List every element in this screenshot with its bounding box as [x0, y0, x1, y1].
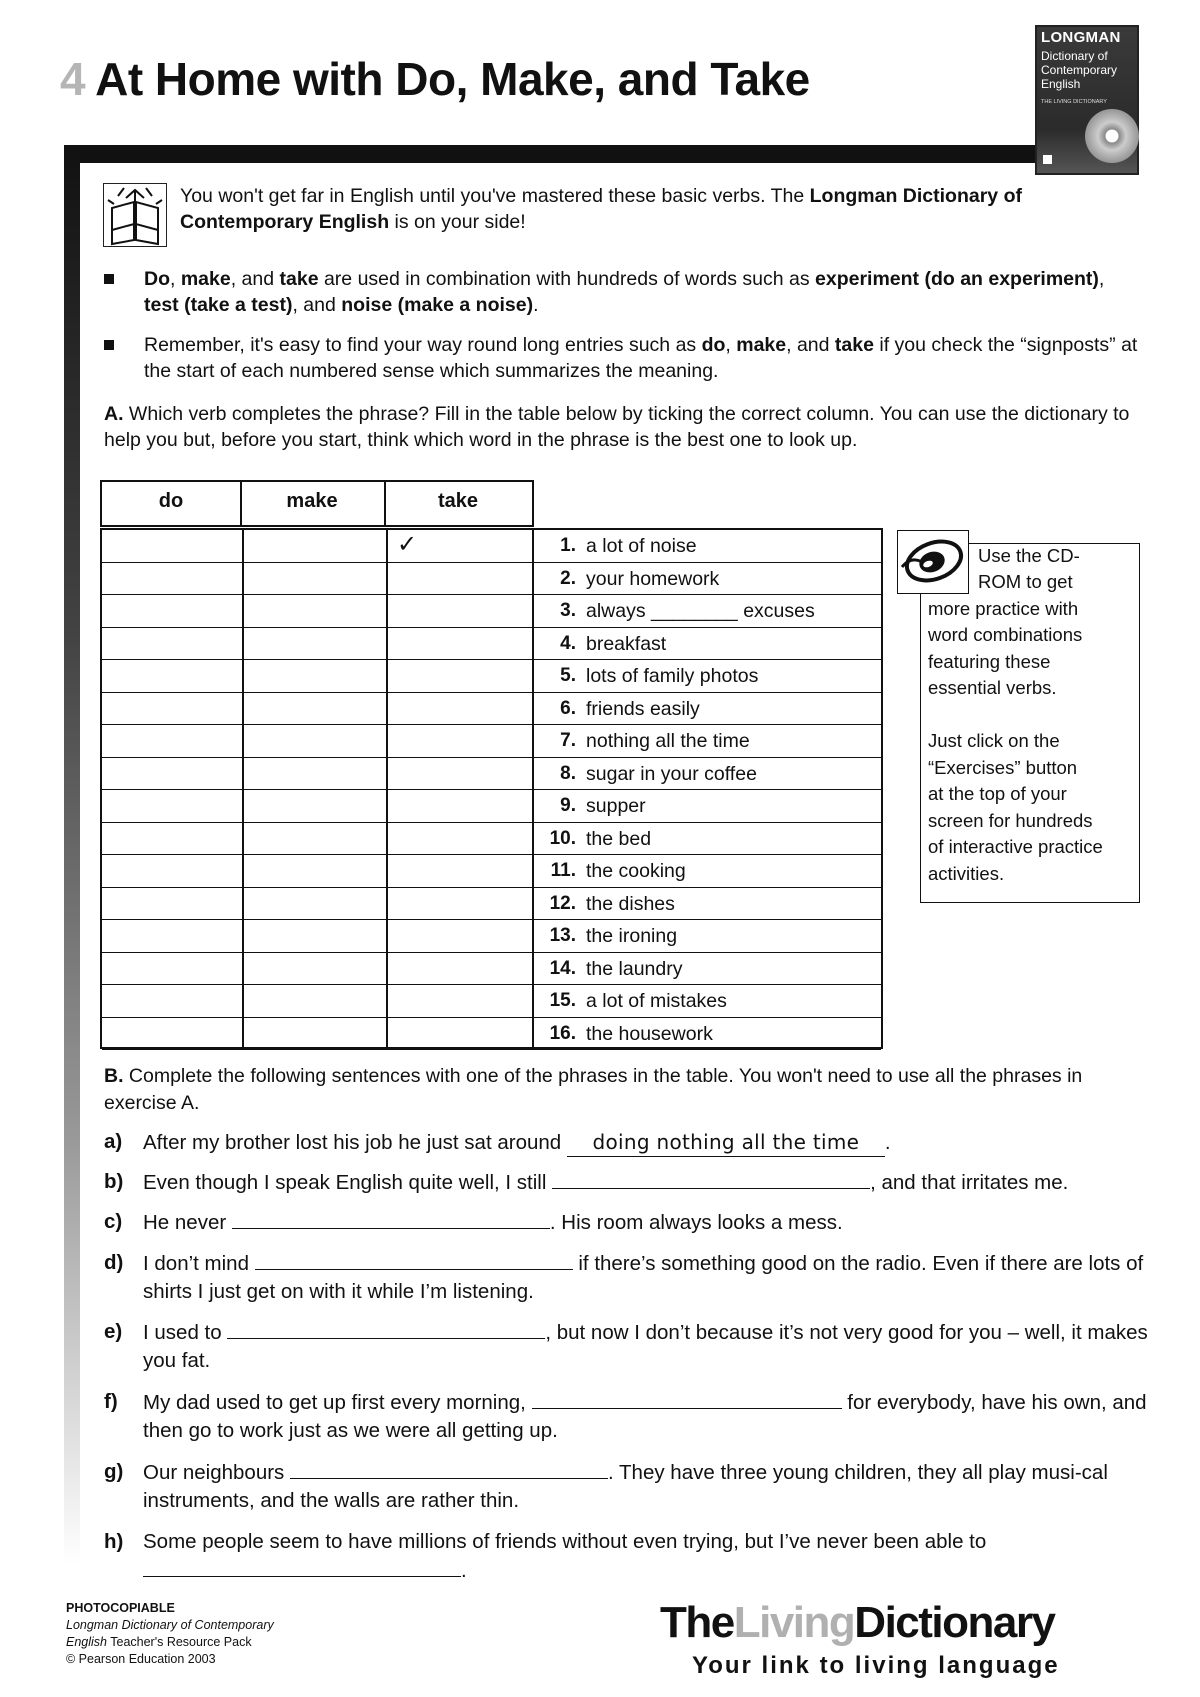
column-divider — [386, 530, 388, 1047]
logo-living: Living — [733, 1598, 855, 1647]
tick-cell-make[interactable] — [244, 693, 386, 725]
tick-cell-take[interactable] — [388, 953, 532, 985]
sentence-after: . They have three young children, they all play musi-cal instruments, and the walls are rather thin. — [143, 1461, 1108, 1512]
photocopiable-label: PHOTOCOPIABLE — [66, 1601, 175, 1615]
tick-cell-make[interactable] — [244, 790, 386, 822]
tick-cell-do[interactable] — [102, 693, 242, 725]
answer-blank[interactable] — [290, 1458, 608, 1479]
tick-cell-make[interactable] — [244, 628, 386, 660]
tick-cell-make[interactable] — [244, 563, 386, 595]
footer-book-line-2 — [66, 1634, 274, 1651]
table-row — [102, 628, 881, 661]
row-phrase: breakfast — [586, 632, 667, 655]
cover-subtitle — [1041, 49, 1117, 91]
row-phrase: friends easily — [586, 697, 700, 720]
sentence-text — [143, 1388, 1173, 1445]
cover-line-3: English — [1041, 77, 1081, 91]
table-row — [102, 595, 881, 628]
footer-copyright: © Pearson Education 2003 — [66, 1652, 216, 1666]
gift-book-icon — [103, 183, 167, 247]
answer-blank[interactable] — [532, 1388, 842, 1409]
plain-text: , — [1098, 268, 1105, 290]
sentence-label: g) — [104, 1460, 124, 1483]
plain-text: , and — [292, 294, 342, 316]
sentence-text — [143, 1318, 1173, 1375]
cd-rom-text-line: featuring these — [928, 651, 1051, 672]
sentence-after: . His room always looks a mess. — [549, 1211, 843, 1234]
sentence-after: . — [461, 1559, 467, 1582]
bold-word: test (take a test) — [144, 294, 293, 316]
sentence-after: . — [884, 1131, 891, 1154]
column-header-do: do — [100, 480, 242, 527]
sentence-before: Even though I speak English quite well, I still — [143, 1171, 553, 1194]
sentence-text — [143, 1528, 1173, 1585]
bullet-1-text — [144, 266, 1144, 318]
cover-line-2: Contemporary — [1041, 63, 1118, 77]
plain-text: , — [725, 334, 737, 356]
tick-cell-do[interactable] — [102, 855, 242, 887]
tick-cell-take[interactable] — [388, 823, 532, 855]
cd-rom-text-line: Just click on the — [928, 730, 1060, 751]
row-number: 12. — [549, 892, 576, 914]
verb-table — [100, 528, 883, 1049]
sentence-label: f) — [104, 1390, 118, 1413]
plain-text: . — [533, 294, 539, 316]
tick-cell-do[interactable] — [102, 790, 242, 822]
tick-cell-make[interactable] — [244, 595, 386, 627]
unit-number: 4 — [60, 53, 86, 105]
tick-cell-do[interactable] — [102, 758, 242, 790]
sentence-before: Our neighbours — [143, 1461, 291, 1484]
tick-cell-take[interactable] — [388, 660, 532, 692]
cd-rom-text-line: activities. — [928, 863, 1005, 884]
table-row — [102, 530, 881, 563]
title-text: At Home with Do, Make, and Take — [95, 53, 810, 105]
table-row — [102, 855, 881, 888]
tick-cell-do[interactable] — [102, 823, 242, 855]
exercise-b-instruction — [104, 1063, 1144, 1117]
footer-book-line-1: Longman Dictionary of Contemporary — [66, 1618, 274, 1632]
table-row — [102, 693, 881, 726]
intro-before: You won't get far in English until you've mastered these basic verbs. The — [180, 185, 810, 207]
column-divider — [242, 530, 244, 1047]
cover-line-1: Dictionary of — [1041, 49, 1108, 63]
cd-rom-text-line: ROM to get — [978, 571, 1073, 592]
row-phrase: lots of family photos — [586, 665, 759, 687]
sentence-text — [143, 1128, 1173, 1157]
row-number: 10. — [549, 827, 576, 849]
bullet-2-text — [144, 332, 1144, 384]
table-row — [102, 725, 881, 758]
table-row — [102, 660, 881, 693]
cd-rom-text-line: screen for hundreds — [928, 810, 1093, 831]
bold-word: take — [834, 334, 874, 356]
tick-cell-do[interactable] — [102, 563, 242, 595]
sentence-before: I used to — [143, 1321, 228, 1344]
column-header-make: make — [240, 480, 386, 527]
row-phrase: the ironing — [586, 925, 678, 947]
tick-cell-make[interactable] — [244, 530, 386, 562]
footer-italic-word: English — [66, 1635, 107, 1649]
cd-rom-text-line: Use the CD- — [978, 545, 1080, 566]
table-row — [102, 985, 881, 1018]
cover-tagline: THE LIVING DICTIONARY — [1041, 99, 1107, 105]
cd-rom-text-line: “Exercises” button — [928, 757, 1078, 778]
intro-text — [180, 183, 1130, 235]
cd-rom-eye-icon — [897, 530, 969, 594]
living-dictionary-logo — [660, 1598, 1054, 1648]
answer-blank[interactable] — [232, 1208, 550, 1229]
exercise-a-label: A. — [104, 403, 124, 425]
exercise-a-text: Which verb completes the phrase? Fill in the table below by ticking the correct column. You can use the dictionary to help you but, before you start, think which word in the phrase is the best one to look up. — [104, 403, 1130, 451]
intro-after: is on your side! — [389, 211, 526, 233]
plain-text: if you check the “signposts” at the start of each numbered sense which summarizes the meaning. — [144, 334, 1138, 382]
column-header-take: take — [384, 480, 534, 527]
row-phrase: the bed — [586, 827, 652, 850]
row-phrase: your homework — [586, 567, 720, 590]
tick-cell-take[interactable] — [388, 790, 532, 822]
top-divider-bar — [64, 145, 1035, 163]
tick-cell-make[interactable] — [244, 888, 386, 920]
row-phrase: a lot of mistakes — [586, 990, 727, 1012]
row-number: 6. — [560, 697, 576, 719]
tick-cell-do[interactable] — [102, 1018, 242, 1050]
row-number: 9. — [560, 795, 576, 816]
exercise-a-instruction — [104, 401, 1144, 453]
table-row — [102, 563, 881, 596]
row-phrase: the housework — [586, 1022, 713, 1045]
row-phrase: supper — [586, 795, 646, 817]
tick-cell-do[interactable] — [102, 888, 242, 920]
sentence-after: , and that irritates me. — [870, 1171, 1069, 1194]
table-row — [102, 1018, 881, 1051]
row-number: 1. — [560, 535, 576, 556]
cd-rom-text-line: essential verbs. — [928, 677, 1057, 698]
tick-cell-take[interactable] — [388, 563, 532, 595]
row-phrase: sugar in your coffee — [586, 762, 757, 785]
tick-cell-do[interactable] — [102, 953, 242, 985]
sentence-text — [143, 1249, 1173, 1306]
row-number: 5. — [560, 665, 576, 686]
bold-word: take — [279, 268, 319, 290]
table-row — [102, 888, 881, 921]
row-number: 3. — [560, 600, 576, 621]
row-number: 13. — [549, 925, 576, 946]
tick-cell-make[interactable] — [244, 985, 386, 1017]
tick-cell-make[interactable] — [244, 758, 386, 790]
sentence-label: a) — [104, 1130, 123, 1153]
table-row — [102, 758, 881, 791]
sentence-text — [143, 1208, 1173, 1237]
row-number: 16. — [549, 1022, 576, 1044]
tick-cell-make[interactable] — [244, 660, 386, 692]
bullet-square-icon — [104, 340, 114, 350]
brand-slogan: Your link to living language — [692, 1652, 1060, 1679]
bold-word: make — [180, 268, 231, 290]
tick-cell-make[interactable] — [244, 855, 386, 887]
sentence-after: if there’s something good on the radio. Even if there are lots of shirts I just get on with it while I’m listening. — [143, 1252, 1144, 1303]
tick-cell-take[interactable] — [388, 1018, 532, 1050]
logo-the: The — [660, 1598, 734, 1647]
cd-rom-text-line: more practice with — [928, 598, 1079, 619]
answer-blank[interactable] — [255, 1249, 573, 1270]
tick-cell-do[interactable] — [102, 660, 242, 692]
tick-cell-make[interactable] — [244, 920, 386, 952]
tick-cell-do[interactable] — [102, 725, 242, 757]
tick-cell-do[interactable] — [102, 920, 242, 952]
table-row — [102, 790, 881, 823]
bullet-square-icon — [104, 274, 114, 284]
footer-pack-text: Teacher's Resource Pack — [107, 1635, 252, 1649]
bold-word: Do — [144, 268, 170, 290]
footer-credits — [66, 1600, 274, 1668]
sentence-before: My dad used to get up first every morning, — [143, 1391, 532, 1414]
sentence-text — [143, 1458, 1173, 1515]
row-number: 8. — [560, 762, 576, 784]
answer-blank[interactable] — [143, 1556, 461, 1577]
tick-cell-take[interactable] — [388, 758, 532, 790]
bold-word: noise (make a noise) — [341, 294, 534, 316]
tick-cell-make[interactable] — [244, 823, 386, 855]
column-divider — [532, 530, 534, 1047]
bold-word: experiment (do an experiment) — [815, 268, 1099, 290]
row-number: 15. — [549, 990, 576, 1011]
tick-cell-take[interactable] — [388, 595, 532, 627]
tick-cell-make[interactable] — [244, 953, 386, 985]
cd-disc-icon — [1085, 109, 1139, 163]
sentence-label: h) — [104, 1530, 124, 1553]
tick-cell-take[interactable] — [388, 693, 532, 725]
bold-word: do — [701, 334, 726, 356]
sentence-before: After my brother lost his job he just sat around — [143, 1131, 567, 1154]
row-phrase: always ________ excuses — [586, 600, 815, 622]
sentence-before: Some people seem to have millions of friends without even trying, but I’ve never been able to — [143, 1530, 987, 1553]
tick-cell-take[interactable] — [388, 920, 532, 952]
row-number: 7. — [560, 730, 576, 751]
plain-text: , — [170, 268, 181, 290]
row-phrase: the cooking — [586, 860, 686, 882]
sentence-before: He never — [143, 1211, 232, 1234]
tick-cell-take[interactable] — [388, 725, 532, 757]
tick-cell-take[interactable] — [388, 888, 532, 920]
sentence-text — [143, 1168, 1173, 1197]
row-phrase: nothing all the time — [586, 730, 750, 752]
answer-blank[interactable] — [552, 1168, 870, 1189]
side-gradient-bar — [64, 145, 80, 1565]
sentence-label: b) — [104, 1170, 124, 1193]
tick-cell-do[interactable] — [102, 628, 242, 660]
cover-brand: LONGMAN — [1041, 29, 1121, 46]
row-phrase: the laundry — [586, 957, 683, 980]
exercise-b-text: Complete the following sentences with one of the phrases in the table. You won't need to use all the phrases in exercise A. — [104, 1065, 1083, 1114]
sentence-label: c) — [104, 1210, 123, 1233]
sentence-before: I don’t mind — [143, 1252, 255, 1275]
row-number: 11. — [550, 860, 576, 881]
row-phrase: a lot of noise — [586, 535, 697, 557]
tick-cell-take[interactable] — [388, 855, 532, 887]
answer-blank[interactable] — [227, 1318, 545, 1339]
bold-word: make — [736, 334, 787, 356]
tick-cell-make[interactable] — [244, 1018, 386, 1050]
sentence-label: d) — [104, 1251, 124, 1274]
cd-rom-text-line: at the top of your — [928, 783, 1067, 804]
cd-rom-text-line: word combinations — [928, 624, 1083, 645]
row-number: 4. — [560, 632, 576, 654]
sentence-label: e) — [104, 1320, 123, 1343]
book-cover-image — [1035, 25, 1139, 175]
plain-text: , and — [230, 268, 280, 290]
cd-rom-text-line: of interactive practice — [928, 836, 1103, 857]
table-row — [102, 823, 881, 856]
tick-cell-make[interactable] — [244, 725, 386, 757]
tick-cell-take[interactable] — [388, 985, 532, 1017]
tick-mark: ✓ — [397, 531, 418, 558]
answer-blank-filled[interactable]: doing nothing all the time — [567, 1128, 885, 1157]
row-number: 14. — [549, 957, 576, 979]
row-phrase: the dishes — [586, 892, 675, 915]
tick-cell-do[interactable] — [102, 530, 242, 562]
tick-cell-do[interactable] — [102, 595, 242, 627]
plain-text: , and — [786, 334, 835, 356]
sentence-after: , but now I don’t because it’s not very good for you – well, it makes you fat. — [143, 1321, 1148, 1372]
table-row — [102, 953, 881, 986]
exercise-b-label: B. — [104, 1065, 124, 1087]
tick-cell-take[interactable] — [388, 628, 532, 660]
table-row — [102, 920, 881, 953]
page-title — [60, 52, 810, 106]
sentence-after: for everybody, have his own, and then go to work just as we were all getting up. — [143, 1391, 1147, 1442]
plain-text: Remember, it's easy to find your way round long entries such as — [144, 334, 702, 356]
plain-text: are used in combination with hundreds of words such as — [318, 268, 815, 290]
publisher-logo-icon — [1043, 155, 1052, 164]
row-number: 2. — [560, 567, 576, 589]
intro-dictionary-name: Longman Dictionary of Contemporary English — [180, 185, 1022, 233]
logo-dictionary: Dictionary — [854, 1598, 1055, 1647]
tick-cell-do[interactable] — [102, 985, 242, 1017]
